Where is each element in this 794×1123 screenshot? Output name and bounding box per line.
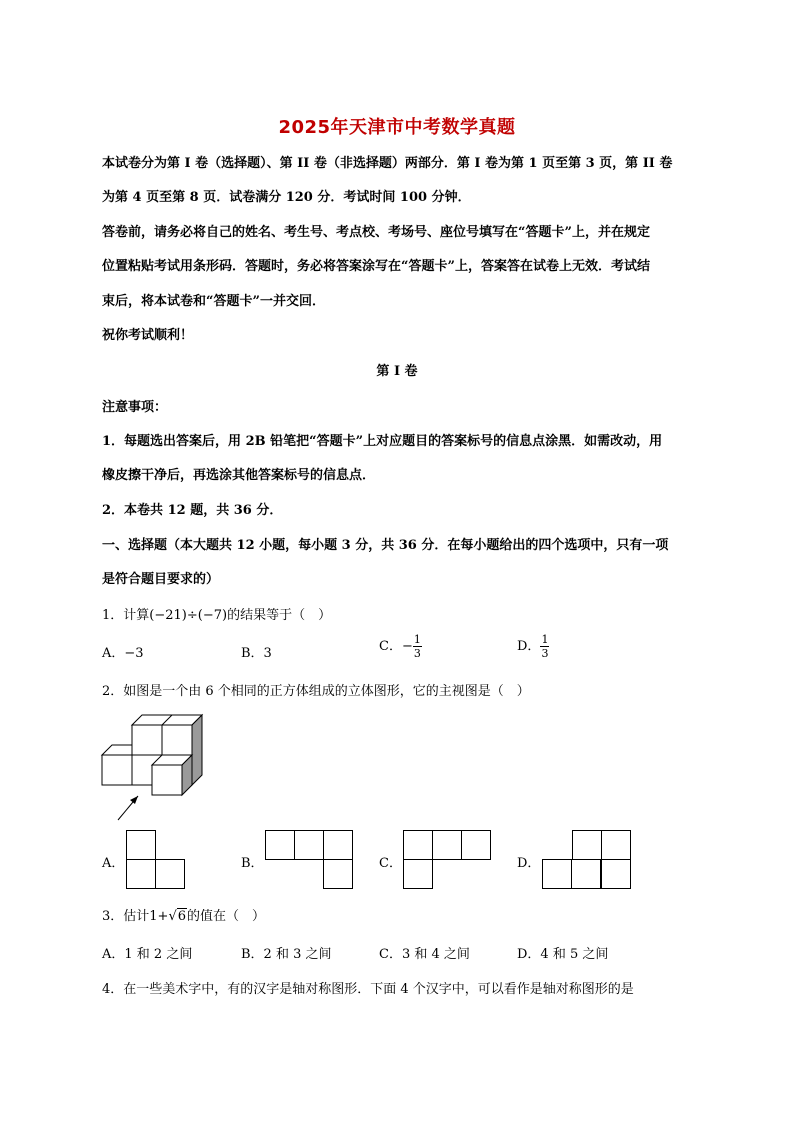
q1-option-d bbox=[517, 633, 549, 660]
q2-option-d-label: D． bbox=[517, 856, 541, 871]
q1-option-c-denominator: 3 bbox=[413, 647, 421, 660]
intro-line-1: 本试卷分为第 I 卷（选择题）、第 II 卷（非选择题）两部分．第 I 卷为第 1 页至第 3 页，第 II 卷 bbox=[102, 156, 673, 171]
q3-option-a: A．1 和 2 之间 bbox=[102, 947, 193, 962]
q1-option-c-fraction bbox=[413, 633, 422, 660]
q1-option-d-numerator: 1 bbox=[541, 633, 549, 646]
q1-option-c bbox=[379, 633, 422, 660]
page-title: 2025年天津市中考数学真题 bbox=[278, 117, 516, 138]
notes-line-2: 橡皮擦干净后，再选涂其他答案标号的信息点． bbox=[102, 468, 376, 483]
notes-heading: 注意事项： bbox=[102, 400, 168, 415]
intro-line-5: 束后，将本试卷和“答题卡”一并交回． bbox=[102, 294, 325, 309]
intro-line-6: 祝你考试顺利！ bbox=[102, 328, 194, 343]
part1-line-2: 是符合题目要求的） bbox=[102, 572, 220, 587]
q1-option-b: B．3 bbox=[241, 646, 272, 661]
q1-option-c-sign: − bbox=[401, 639, 413, 654]
question-3-prefix: 3．估计 bbox=[102, 909, 150, 924]
q1-option-d-fraction bbox=[540, 633, 549, 660]
q2-option-a-figure bbox=[126, 830, 186, 890]
q2-option-c-label: C． bbox=[379, 856, 402, 871]
part1-line-1: 一、选择题（本大题共 12 小题，每小题 3 分，共 36 分．在每小题给出的四个选项中，只有一项 bbox=[102, 538, 669, 553]
question-1-suffix: 的结果等于（ ） bbox=[227, 608, 332, 623]
question-1-expression: (−21)÷(−7) bbox=[149, 608, 228, 623]
q3-option-c: C．3 和 4 之间 bbox=[379, 947, 470, 962]
notes-line-3: 2．本卷共 12 题，共 36 分． bbox=[102, 503, 283, 518]
intro-line-2: 为第 4 页至第 8 页．试卷满分 120 分．考试时间 100 分钟． bbox=[102, 190, 471, 205]
notes-line-1: 1．每题选出答案后，用 2B 铅笔把“答题卡”上对应题目的答案标号的信息点涂黑．如需改动，用 bbox=[102, 434, 663, 449]
intro-line-3: 答卷前，请务必将自己的姓名、考生号、考点校、考场号、座位号填写在“答题卡”上，并在规定 bbox=[102, 225, 650, 240]
question-3-suffix: 的值在（ ） bbox=[187, 909, 266, 924]
question-2: 2．如图是一个由 6 个相同的正方体组成的立体图形，它的主视图是（ ） bbox=[102, 684, 530, 699]
q3-option-b: B．2 和 3 之间 bbox=[241, 947, 332, 962]
question-4: 4．在一些美术字中，有的汉字是轴对称图形．下面 4 个汉字中，可以看作是轴对称图形的是 bbox=[102, 982, 634, 997]
question-3-radicand: 6 bbox=[177, 909, 187, 924]
section-title: 第 I 卷 bbox=[376, 364, 418, 379]
q2-option-b-label: B． bbox=[241, 856, 264, 871]
q1-option-a: A．−3 bbox=[102, 646, 144, 661]
q1-option-c-numerator: 1 bbox=[413, 633, 421, 646]
q1-option-d-label: D． bbox=[517, 639, 541, 654]
question-3 bbox=[102, 905, 265, 924]
q2-option-c-figure bbox=[403, 830, 493, 890]
q2-option-a-label: A． bbox=[102, 856, 125, 871]
q1-option-c-label: C． bbox=[379, 639, 402, 654]
question-3-expression-start: 1+ bbox=[149, 909, 169, 924]
sqrt-symbol-icon: √ bbox=[168, 909, 177, 924]
q2-option-b-figure bbox=[265, 830, 355, 890]
q3-option-d: D．4 和 5 之间 bbox=[517, 947, 609, 962]
cube-stack-figure bbox=[100, 710, 210, 825]
question-1-prefix: 1．计算 bbox=[102, 608, 150, 623]
intro-line-4: 位置粘贴考试用条形码．答题时，务必将答案涂写在“答题卡”上，答案答在试卷上无效．考试结 bbox=[102, 259, 650, 274]
q1-option-d-denominator: 3 bbox=[541, 647, 549, 660]
question-1 bbox=[102, 604, 331, 623]
q2-option-d-figure bbox=[542, 830, 634, 890]
